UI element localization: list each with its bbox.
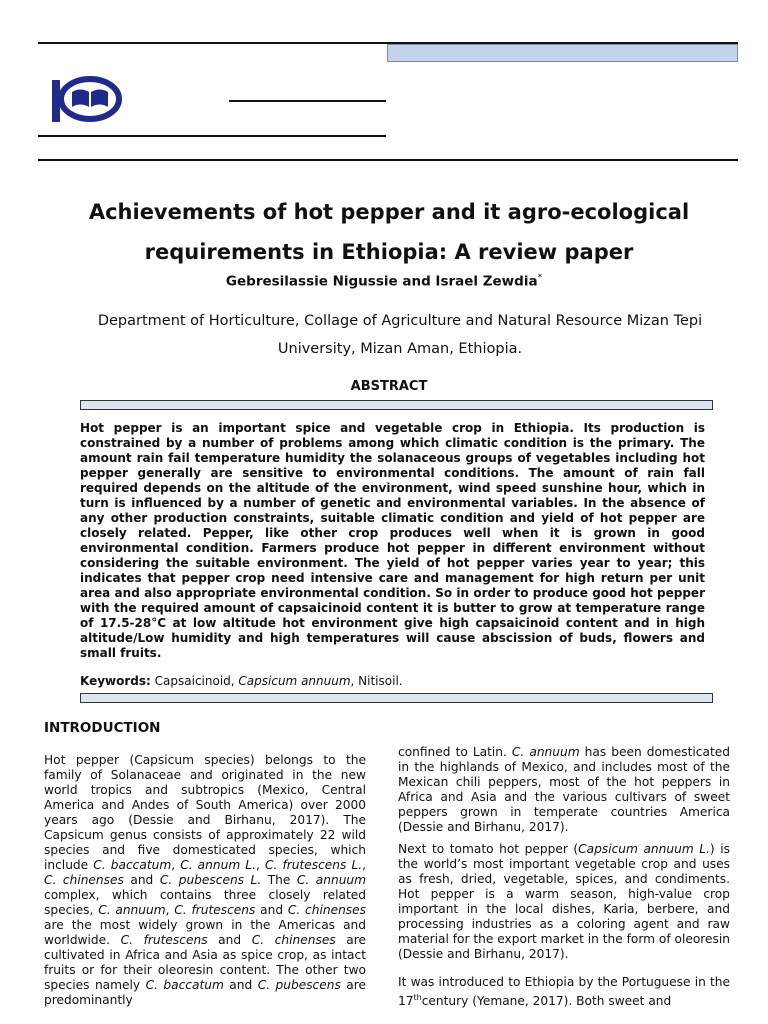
paper-title xyxy=(20,192,758,272)
abstract-text: Hot pepper is an important spice and vegetable crop in Ethiopia. Its production is constrained by a number of problems among which climatic condition is the primary. The amount rain fail temperature humidity the solanaceous groups of vegetables including hot pepper generally are sensitive to environmental conditions. The amount of rain fall required depends on the altitude of the environment, wind speed sunshine hour, which in turn is influenced by a number of genetic and environmental variables. In the absence of any other production constraints, suitable climatic condition and yield of hot pepper are closely related. Pepper, like other crop produces well when it is grown in good environmental condition. Farmers produce hot pepper in different environment without considering the suitable environment. The yield of hot pepper varies year to year; this indicates that pepper crop need intensive care and management for high return per unit area and also appropriate environmental condition. So in order to produce good hot pepper with the required amount of capsaicinoid content it is butter to grow at temperature range of 17.5-28°C at low altitude hot environment give high capsaicinoid content and in high altitude/Low humidity and high temperatures will cause abscission of buds, flowers and small fruits. xyxy=(80,421,705,660)
corresponding-mark: * xyxy=(537,273,543,283)
introduction-paragraph-3: Next to tomato hot pepper (Capsicum annuum L.) is the world’s most important vegetable crop and uses as fresh, dried, vegetable, spices, and condiments. Hot pepper is a warm season, high-value crop important in the local dishes, Karia, berbere, and processing industries as a coloring agent and raw material for the export market in the form of oleoresin (Dessie and Birhanu, 2017). xyxy=(398,842,730,961)
affiliation-line-1: Department of Horticulture, Collage of Agriculture and Natural Resource Mizan Tepi xyxy=(97,313,703,329)
author-names: Gebresilassie Nigussie and Israel Zewdia xyxy=(225,273,538,290)
affiliation-line-2: University, Mizan Aman, Ethiopia. xyxy=(277,341,523,357)
header-bottom-rule xyxy=(38,159,738,161)
introduction-paragraph-1: Hot pepper (Capsicum species) belongs to the family of Solanaceae and originated in the new world tropics and subtropics (Mexico, Central America and Andes of South America) over 2000 years ago (Dessie and Birhanu, 2017). The Capsicum genus consists of approximately 22 wild species and five domesticated species, which include C. baccatum, C. annum L., C. frutescens L., C. chinenses and C. pubescens L. The C. annuum complex, which contains three closely related species, C. annuum, C. frutescens and C. chinenses are the most widely grown in the Americas and worldwide. C. frutescens and C. chinenses are cultivated in Africa and Asia as spice crop, as intact fruits or for their oleoresin content. The other two species namely C. baccatum and C. pubescens are predominantly xyxy=(44,753,367,1007)
keywords xyxy=(80,674,705,689)
affiliation xyxy=(40,307,760,363)
keywords-label: Keywords: xyxy=(80,674,151,688)
introduction-heading: INTRODUCTION xyxy=(44,720,161,736)
abstract-bottom-bar xyxy=(80,693,713,703)
authors xyxy=(0,273,768,290)
introduction-paragraph-2: confined to Latin. C. annuum has been domesticated in the highlands of Mexico, and includes most of the Mexican chili peppers, most of the hot peppers in Africa and Asia and the various cultivars of sweet peppers grown in temperate countries America (Dessie and Birhanu, 2017). xyxy=(398,745,730,834)
header-short-rule xyxy=(229,100,386,102)
introduction-paragraph-4: It was introduced to Ethiopia by the Portuguese in the 17thcentury (Yemane, 2017). Both sweet and xyxy=(398,975,730,1009)
journal-book-logo-icon xyxy=(50,74,122,124)
abstract-top-bar xyxy=(80,400,713,410)
keyword-2: Capsicum annuum xyxy=(238,674,351,688)
keyword-3: , Nitisoil. xyxy=(350,674,403,688)
title-line-1: Achievements of hot pepper and it agro-ecological xyxy=(88,200,690,224)
title-line-2: requirements in Ethiopia: A review paper xyxy=(144,240,634,264)
abstract-heading: ABSTRACT xyxy=(350,379,428,394)
keyword-1: Capsaicinoid, xyxy=(154,674,235,688)
header-journal-box xyxy=(387,44,738,62)
header-mid-rule xyxy=(38,135,386,137)
